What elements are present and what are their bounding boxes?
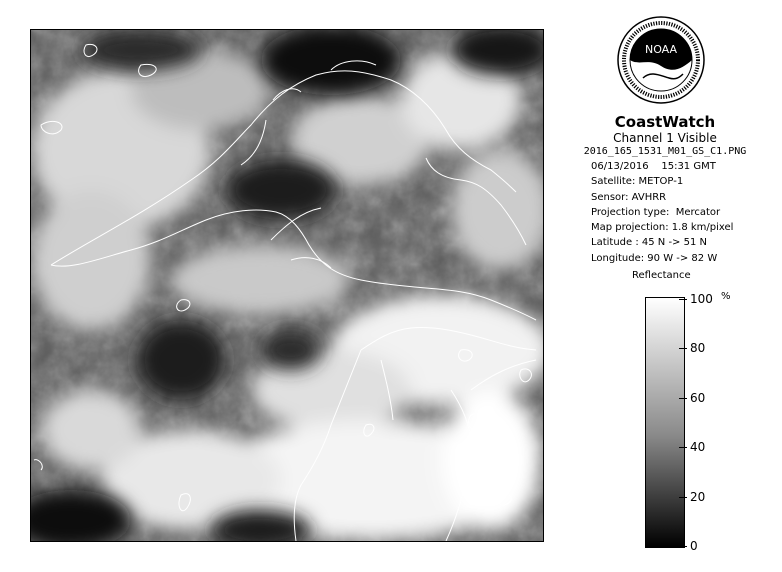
- projection-type: Projection type: Mercator: [591, 206, 721, 218]
- map-projection: Map projection: 1.8 km/pixel: [591, 222, 734, 234]
- logo-text: NOAA: [644, 43, 678, 56]
- colorbar-tick: [679, 398, 687, 399]
- colorbar-tick: [679, 348, 687, 349]
- satellite-image: [31, 30, 543, 541]
- app-title: CoastWatch: [614, 113, 716, 131]
- colorbar-tick: [679, 546, 687, 547]
- satellite-map: [30, 29, 544, 542]
- colorbar-tick-label: 0: [690, 539, 698, 553]
- channel-label: Channel 1 Visible: [613, 131, 717, 145]
- colorbar-tick-label: 20: [690, 490, 706, 504]
- info-panel: [548, 113, 782, 266]
- sensor-label: Sensor: AVHRR: [591, 191, 667, 203]
- colorbar-unit: %: [721, 291, 731, 302]
- colorbar-label: Reflectance: [632, 270, 691, 281]
- colorbar-tick: [679, 299, 687, 300]
- colorbar-tick-label: 80: [690, 341, 706, 355]
- noaa-logo: [617, 16, 705, 104]
- filename: 2016_165_1531_M01_GS_C1.PNG: [583, 146, 747, 157]
- colorbar-tick-label: 100: [690, 292, 713, 306]
- colorbar-tick: [679, 447, 687, 448]
- latitude-range: Latitude : 45 N -> 51 N: [591, 237, 707, 249]
- longitude-range: Longitude: 90 W -> 82 W: [591, 252, 718, 264]
- satellite-label: Satellite: METOP-1: [591, 176, 684, 188]
- colorbar-tick-label: 60: [690, 391, 706, 405]
- colorbar-tick-label: 40: [690, 440, 706, 454]
- reflectance-colorbar: [645, 297, 685, 548]
- datetime: 06/13/2016 15:31 GMT: [591, 161, 716, 172]
- colorbar-tick: [679, 497, 687, 498]
